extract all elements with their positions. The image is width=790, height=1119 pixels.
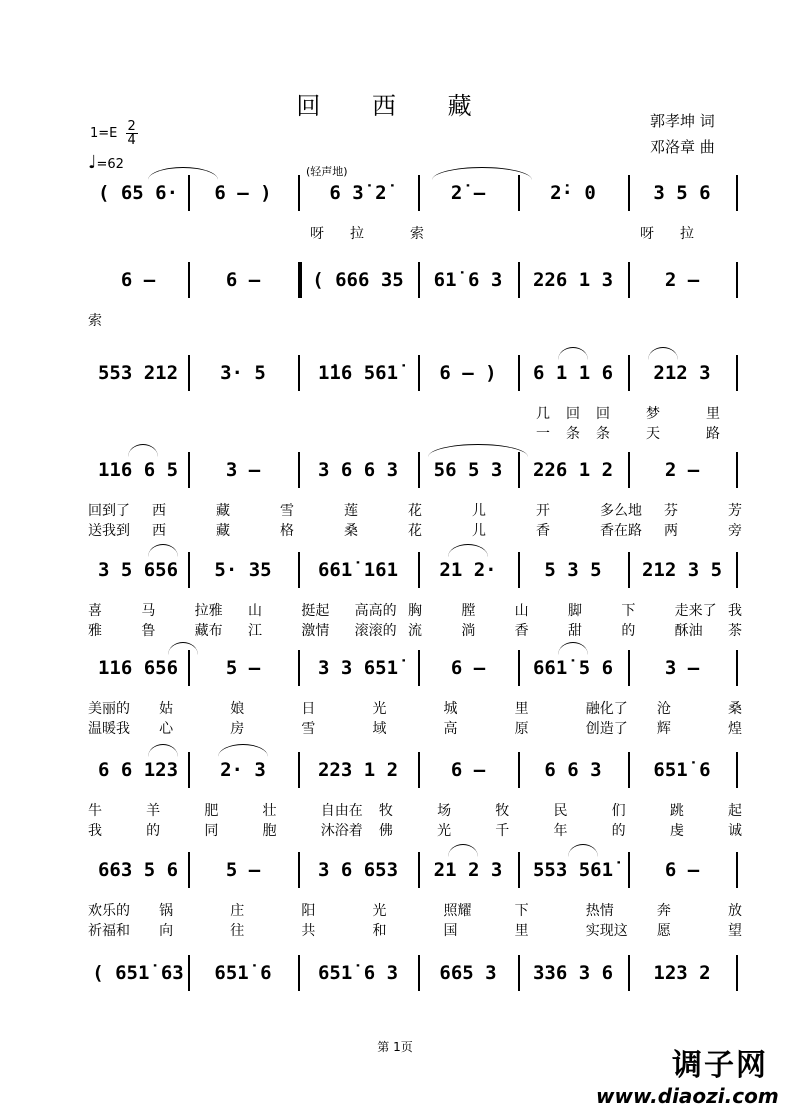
lyric-word: 酥油 [674,623,703,639]
measure: 5 – [225,859,261,881]
bar-line [188,650,190,686]
measure: 663 5 6 [97,859,179,881]
bar-line [418,262,420,298]
lyric-row [88,423,748,443]
lyric-word: 索 [88,313,102,329]
bar-line [188,752,190,788]
bar-line [518,650,520,686]
lyric-word: 开 [536,503,550,519]
bar-line [418,752,420,788]
lyric-word: 雪 [301,721,316,737]
lyric-word: 江 [248,623,262,639]
measure: 3 5 6 [653,182,711,204]
bar-line [736,452,738,488]
lyric-word: 里 [514,701,529,717]
bar-line [298,955,300,991]
lyric-word: 的 [146,823,161,839]
measure: 2 – [664,459,700,481]
bar-line [736,262,738,298]
measure: 123 2 [653,962,711,984]
score-system [88,552,748,642]
bar-line [518,852,520,888]
lyric-word: 儿 [472,503,486,519]
lyric-word: 高 [443,721,458,737]
score-system [88,262,748,352]
bar-line [736,175,738,211]
bar-line [518,355,520,391]
slur-mark [148,544,178,557]
measure: 651̇ 6 3 [317,962,399,984]
bar-line [418,355,420,391]
bar-line [518,955,520,991]
bar-line [418,852,420,888]
lyric-word: 场 [437,803,452,819]
measure: 226 1 3 [532,269,614,291]
watermark [596,1040,786,1108]
measure: 6 1 1 6 [532,362,614,384]
lyric-word: 跳 [669,803,684,819]
measure: 3 6 6 3 [317,459,399,481]
lyric-word: 姑 [159,701,174,717]
lyric-word: 一 [536,426,550,442]
lyric-word: 光 [372,903,387,919]
measure: ( 651̇ 63 [92,962,184,984]
lyric-word: 望 [728,923,742,939]
lyric-word: 创造了 [585,721,628,737]
lyric-word: 辉 [656,721,671,737]
bar-line [188,262,190,298]
lyric-word: 多么地 [600,503,642,519]
slur-mark [448,844,478,857]
measure: 661̇ 161 [317,559,399,581]
lyric-word: 藏布 [194,623,223,639]
lyric-word: 阳 [301,903,316,919]
tempo-value: =62 [96,157,124,172]
lyric-word: 激情 [301,623,330,639]
lyric-word: 起 [728,803,742,819]
lyric-word: 山 [248,603,262,619]
lyric-word: 的 [611,823,626,839]
measure: 336 3 6 [532,962,614,984]
bar-line [736,650,738,686]
measure: 212 3 5 [641,559,723,581]
lyric-word: 挺起 [301,603,330,619]
lyric-word: 域 [372,721,387,737]
lyric-word: 藏 [216,503,230,519]
slur-mark [168,642,198,655]
lyric-word: 梦 [646,406,660,422]
slur-mark [218,744,268,757]
bar-line [518,552,520,588]
lyric-word: 芳 [728,503,742,519]
bar-line [628,175,630,211]
lyric-word: 山 [514,603,529,619]
lyric-word: 花 [408,503,422,519]
lyric-word: 年 [553,823,568,839]
lyric-word: 照耀 [443,903,472,919]
measure: ( 666 35 [312,269,404,291]
measure: 651̇ 6 [214,962,272,984]
measure: 2̇· 0 [550,182,596,204]
lyric-word: 膛 [461,603,476,619]
bar-line [188,175,190,211]
lyric-word: 拉 [680,226,694,242]
lyric-word: 索 [410,226,424,242]
slur-mark [428,444,528,457]
credits [650,108,715,160]
bar-line [418,175,420,211]
lyric-word: 喜 [88,603,102,619]
page-title: 回 西 藏 [296,92,494,120]
score-system [88,752,748,842]
measure: 5 3 5 [544,559,602,581]
measure: 2· 3 [220,759,266,781]
measure: 3 – [225,459,261,481]
lyric-word: 美丽的 [88,701,130,717]
measure: 665 3 [439,962,497,984]
lyric-word: 放 [728,903,742,919]
measure: 226 1 2 [532,459,614,481]
lyric-row [88,600,748,620]
lyric-word: 佛 [378,823,393,839]
lyric-word: 条 [566,426,580,442]
bar-line [188,955,190,991]
measure: 3 5 656 [97,559,179,581]
lyric-word: 日 [301,701,316,717]
lyric-word: 肥 [204,803,219,819]
quarter-note-icon: ♩ [88,152,97,173]
bar-line [418,650,420,686]
measure: 6 – [450,759,486,781]
lyric-word: 我 [88,823,102,839]
lyric-word: 条 [596,426,610,442]
lyric-row [88,310,748,330]
bar-line [628,452,630,488]
lyric-word: 茶 [728,623,742,639]
measure: 3 6 653 [317,859,399,881]
measure: 1̇16 561̇ [317,362,399,384]
measure: 3· 5 [220,362,266,384]
lyric-word: 两 [664,523,678,539]
bar-line [736,852,738,888]
bar-line [628,752,630,788]
bar-line [628,552,630,588]
lyric-word: 城 [443,701,458,717]
lyric-word: 祈福和 [88,923,130,939]
slur-mark [568,844,598,857]
lyric-word: 们 [611,803,626,819]
lyric-word: 心 [159,721,174,737]
measure: 6 – [225,269,261,291]
measure: 116 6 5 [97,459,179,481]
bar-line [518,752,520,788]
score-system [88,165,748,265]
lyric-word: 往 [230,923,245,939]
measure: ( 65 6· [97,182,179,204]
bar-line [418,552,420,588]
lyric-word: 芬 [664,503,678,519]
measure: 3 3 651̇ [317,657,399,679]
bar-line [418,452,420,488]
measure: 21 2 3 [433,859,503,881]
lyric-word: 流 [408,623,422,639]
lyric-word: 锅 [159,903,174,919]
lyric-row [88,800,748,820]
lyric-word: 天 [646,426,660,442]
measure: 6 6 3 [544,759,602,781]
lyric-word: 格 [280,523,294,539]
lyric-row [88,718,748,738]
lyric-word: 脚 [568,603,582,619]
lyric-row [88,920,748,940]
lyric-word: 和 [372,923,387,939]
lyric-word: 沐浴着 [320,823,363,839]
lyric-word: 同 [204,823,219,839]
bar-line [628,262,630,298]
lyric-word: 雅 [88,623,102,639]
lyric-word: 庄 [230,903,245,919]
measure: 6 – [120,269,156,291]
bar-line [298,452,300,488]
slur-mark [148,744,178,757]
lyric-word: 实现这 [585,923,628,939]
bar-line [628,650,630,686]
lyric-word: 马 [141,603,156,619]
watermark-url: www.diaozi.com [596,1084,779,1108]
bar-line [188,852,190,888]
lyric-word: 沧 [656,701,671,717]
time-top: 2 [127,119,136,134]
lyric-word: 欢乐的 [88,903,130,919]
lyric-word: 雪 [280,503,294,519]
measure: 6 6 123 [97,759,179,781]
lyric-word: 奔 [656,903,671,919]
bar-line [298,650,300,686]
lyric-word: 西 [152,523,166,539]
lyric-word: 淌 [461,623,476,639]
bar-line [298,175,300,211]
bar-line [298,852,300,888]
lyricist-credit: 郭孝坤 词 [650,112,715,130]
lyric-word: 莲 [344,503,358,519]
slur-mark [148,167,218,180]
lyric-word: 煌 [728,721,742,737]
bar-line [298,752,300,788]
lyric-word: 香 [514,623,529,639]
lyric-word: 回到了 [88,503,130,519]
slur-mark [558,642,588,655]
lyric-word: 虔 [669,823,684,839]
lyric-word: 光 [372,701,387,717]
lyric-word: 自由在 [320,803,363,819]
bar-line [628,852,630,888]
lyric-word: 滚滚的 [354,623,397,639]
lyric-word: 香 [536,523,550,539]
slur-mark [448,544,488,557]
measure: 5· 35 [214,559,272,581]
lyric-word: 娘 [230,701,245,717]
lyric-word: 共 [301,923,316,939]
score-system [88,852,748,942]
bar-line [298,355,300,391]
slur-mark [128,444,158,457]
bar-line [736,752,738,788]
time-signature [126,120,138,147]
lyric-row [88,620,748,640]
score-system [88,650,748,740]
lyric-word: 的 [621,623,636,639]
measure: 2 – [664,269,700,291]
measure: 6 3̇ 2̇ [329,182,387,204]
lyric-word: 几 [536,406,550,422]
lyric-row [88,403,748,423]
lyric-word: 走来了 [674,603,717,619]
lyric-word: 胸 [408,603,422,619]
lyric-word: 回 [596,406,610,422]
lyric-word: 儿 [472,523,486,539]
bar-line [418,955,420,991]
key-label: 1=E [90,126,118,141]
composer-credit: 邓洛章 曲 [650,138,715,156]
measure: 212 3 [653,362,711,384]
measure: 6 – ) [214,182,272,204]
lyric-word: 西 [152,503,166,519]
lyric-word: 房 [230,721,245,737]
lyric-word: 送我到 [88,523,130,539]
measure: 553 561̇ [532,859,614,881]
lyric-word: 热情 [585,903,614,919]
lyric-word: 国 [443,923,458,939]
measure: 661̇ 5 6 [532,657,614,679]
measure: 21 2· [439,559,497,581]
measure: 5 – [225,657,261,679]
bar-line [518,262,520,298]
lyric-word: 里 [706,406,720,422]
lyric-word: 拉雅 [194,603,223,619]
measure: 6 – [664,859,700,881]
lyric-row [88,900,748,920]
lyric-word: 胞 [262,823,277,839]
page-footer: 第 1页 [377,1040,413,1054]
lyric-word: 我 [728,603,742,619]
measure: 2̇ – [450,182,486,204]
bar-line [736,552,738,588]
lyric-word: 融化了 [585,701,628,717]
tempo-marking [88,152,124,173]
bar-line [518,175,520,211]
score-system [88,955,748,1045]
lyric-word: 牧 [378,803,393,819]
bar-line [736,355,738,391]
lyric-word: 鲁 [141,623,156,639]
lyric-word: 花 [408,523,422,539]
lyric-row [88,223,748,243]
bar-line [736,955,738,991]
lyric-word: 里 [514,923,529,939]
slur-mark [432,167,532,180]
lyric-word: 愿 [656,923,671,939]
lyric-row [88,500,748,520]
lyric-word: 呀 [310,226,324,242]
lyric-word: 拉 [350,226,364,242]
lyric-word: 回 [566,406,580,422]
lyric-word: 甜 [568,623,582,639]
measure: 6 – ) [439,362,497,384]
lyric-word: 下 [514,903,529,919]
bar-line [518,452,520,488]
expression-marking: (轻声地) [306,165,348,178]
lyric-word: 诚 [728,823,742,839]
lyric-word: 香在路 [600,523,642,539]
lyric-word: 高高的 [354,603,397,619]
lyric-word: 羊 [146,803,161,819]
bar-line [628,955,630,991]
lyric-word: 光 [437,823,452,839]
lyric-row [88,820,748,840]
bar-line [298,552,300,588]
lyric-word: 藏 [216,523,230,539]
measure: 651̇ 6 [653,759,711,781]
lyric-word: 下 [621,603,636,619]
lyric-word: 千 [495,823,510,839]
key-signature [90,120,138,147]
measure: 553 212 [97,362,179,384]
score-system [88,452,748,542]
bar-line [188,355,190,391]
score-system [88,355,748,445]
measure: 6 – [450,657,486,679]
lyric-word: 温暖我 [88,721,130,737]
lyric-word: 牧 [495,803,510,819]
lyric-word: 旁 [728,523,742,539]
measure: 116 656 [97,657,179,679]
bar-line [628,355,630,391]
watermark-brand: 调子网 [672,1048,768,1083]
measure: 61̇ 6 3 [433,269,503,291]
lyric-word: 桑 [728,701,742,717]
lyric-word: 牛 [88,803,102,819]
lyric-word: 向 [159,923,174,939]
bar-line [188,452,190,488]
lyric-word: 民 [553,803,568,819]
lyric-word: 呀 [640,226,654,242]
time-bottom: 4 [127,133,136,148]
measure: 56 5 3 [433,459,503,481]
lyric-row [88,520,748,540]
measure: 223 1 2 [317,759,399,781]
lyric-word: 壮 [262,803,277,819]
lyric-word: 桑 [344,523,358,539]
lyric-word: 路 [706,426,720,442]
lyric-word: 原 [514,721,529,737]
lyric-row [88,698,748,718]
measure: 3 – [664,657,700,679]
bar-line [188,552,190,588]
